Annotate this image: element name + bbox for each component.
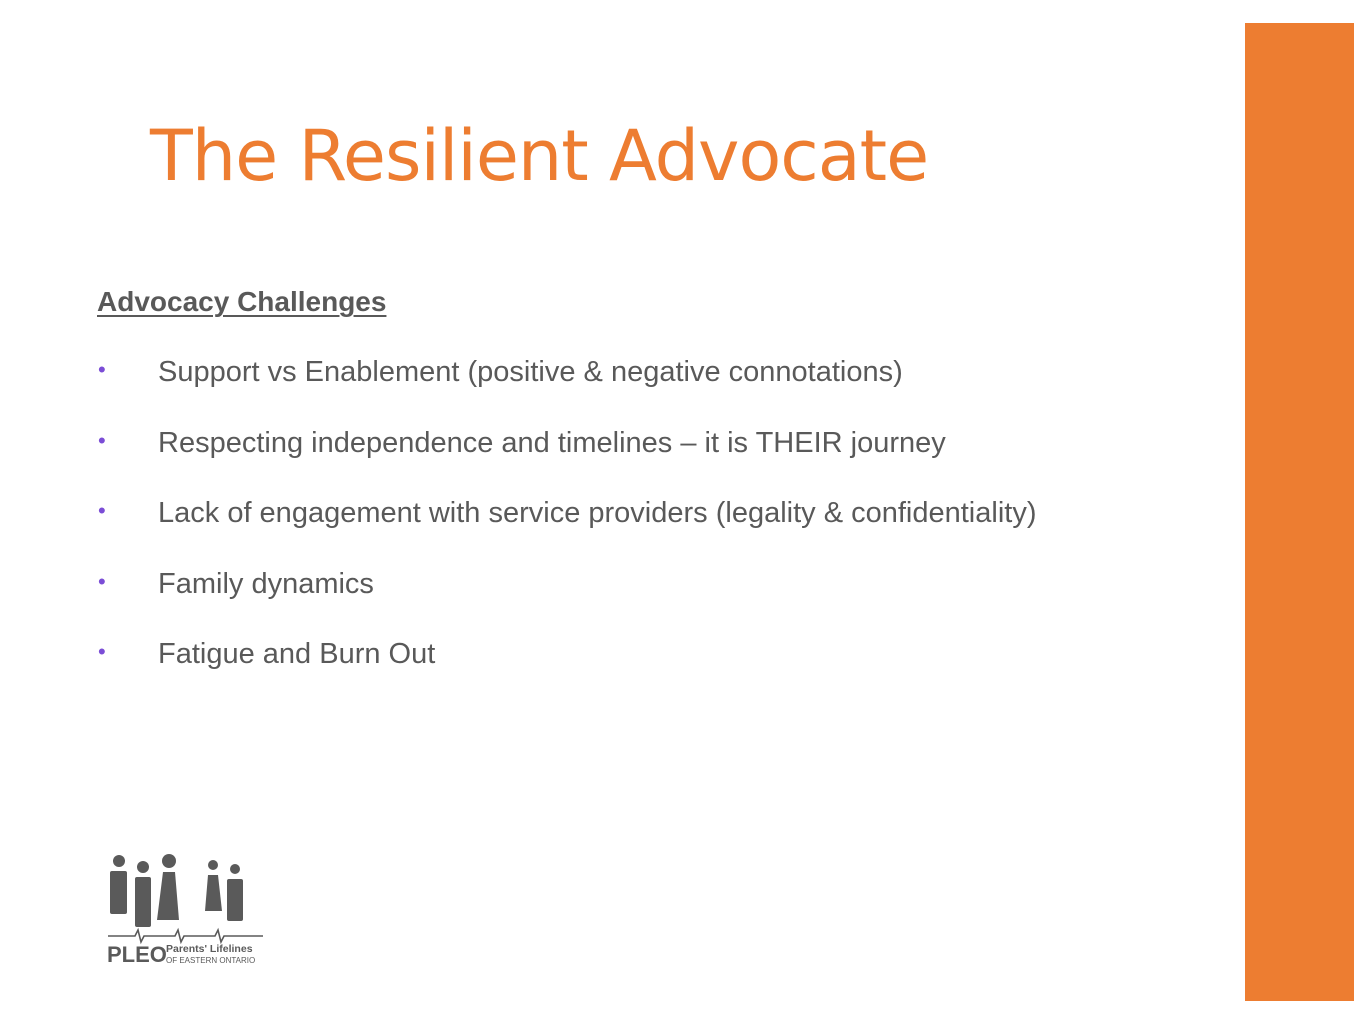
logo-name-line2: OF EASTERN ONTARIO (166, 956, 256, 965)
accent-bar (1245, 23, 1354, 1001)
slide-title: The Resilient Advocate (150, 115, 929, 197)
bullet-text: Respecting independence and timelines – it is THEIR journey (158, 426, 946, 459)
pleo-logo-icon (105, 850, 275, 968)
logo-name-line1: Parents' Lifelines (166, 943, 253, 955)
section-heading: Advocacy Challenges (97, 286, 387, 317)
bullet-icon: • (98, 357, 106, 382)
bullet-text: Lack of engagement with service providers (legality & confidentiality) (158, 497, 1037, 529)
bullet-text: Fatigue and Burn Out (158, 638, 436, 670)
bullet-text: Family dynamics (158, 567, 374, 600)
bullet-icon: • (98, 568, 106, 594)
bullet-text: Support vs Enablement (positive & negative connotations) (158, 356, 903, 388)
family-figures-icon (110, 854, 243, 927)
logo-acronym: PLEO (107, 942, 167, 967)
bullet-icon: • (98, 639, 106, 664)
lifeline-icon (108, 930, 263, 942)
bullet-icon: • (98, 498, 106, 523)
bullet-icon: • (98, 427, 106, 453)
